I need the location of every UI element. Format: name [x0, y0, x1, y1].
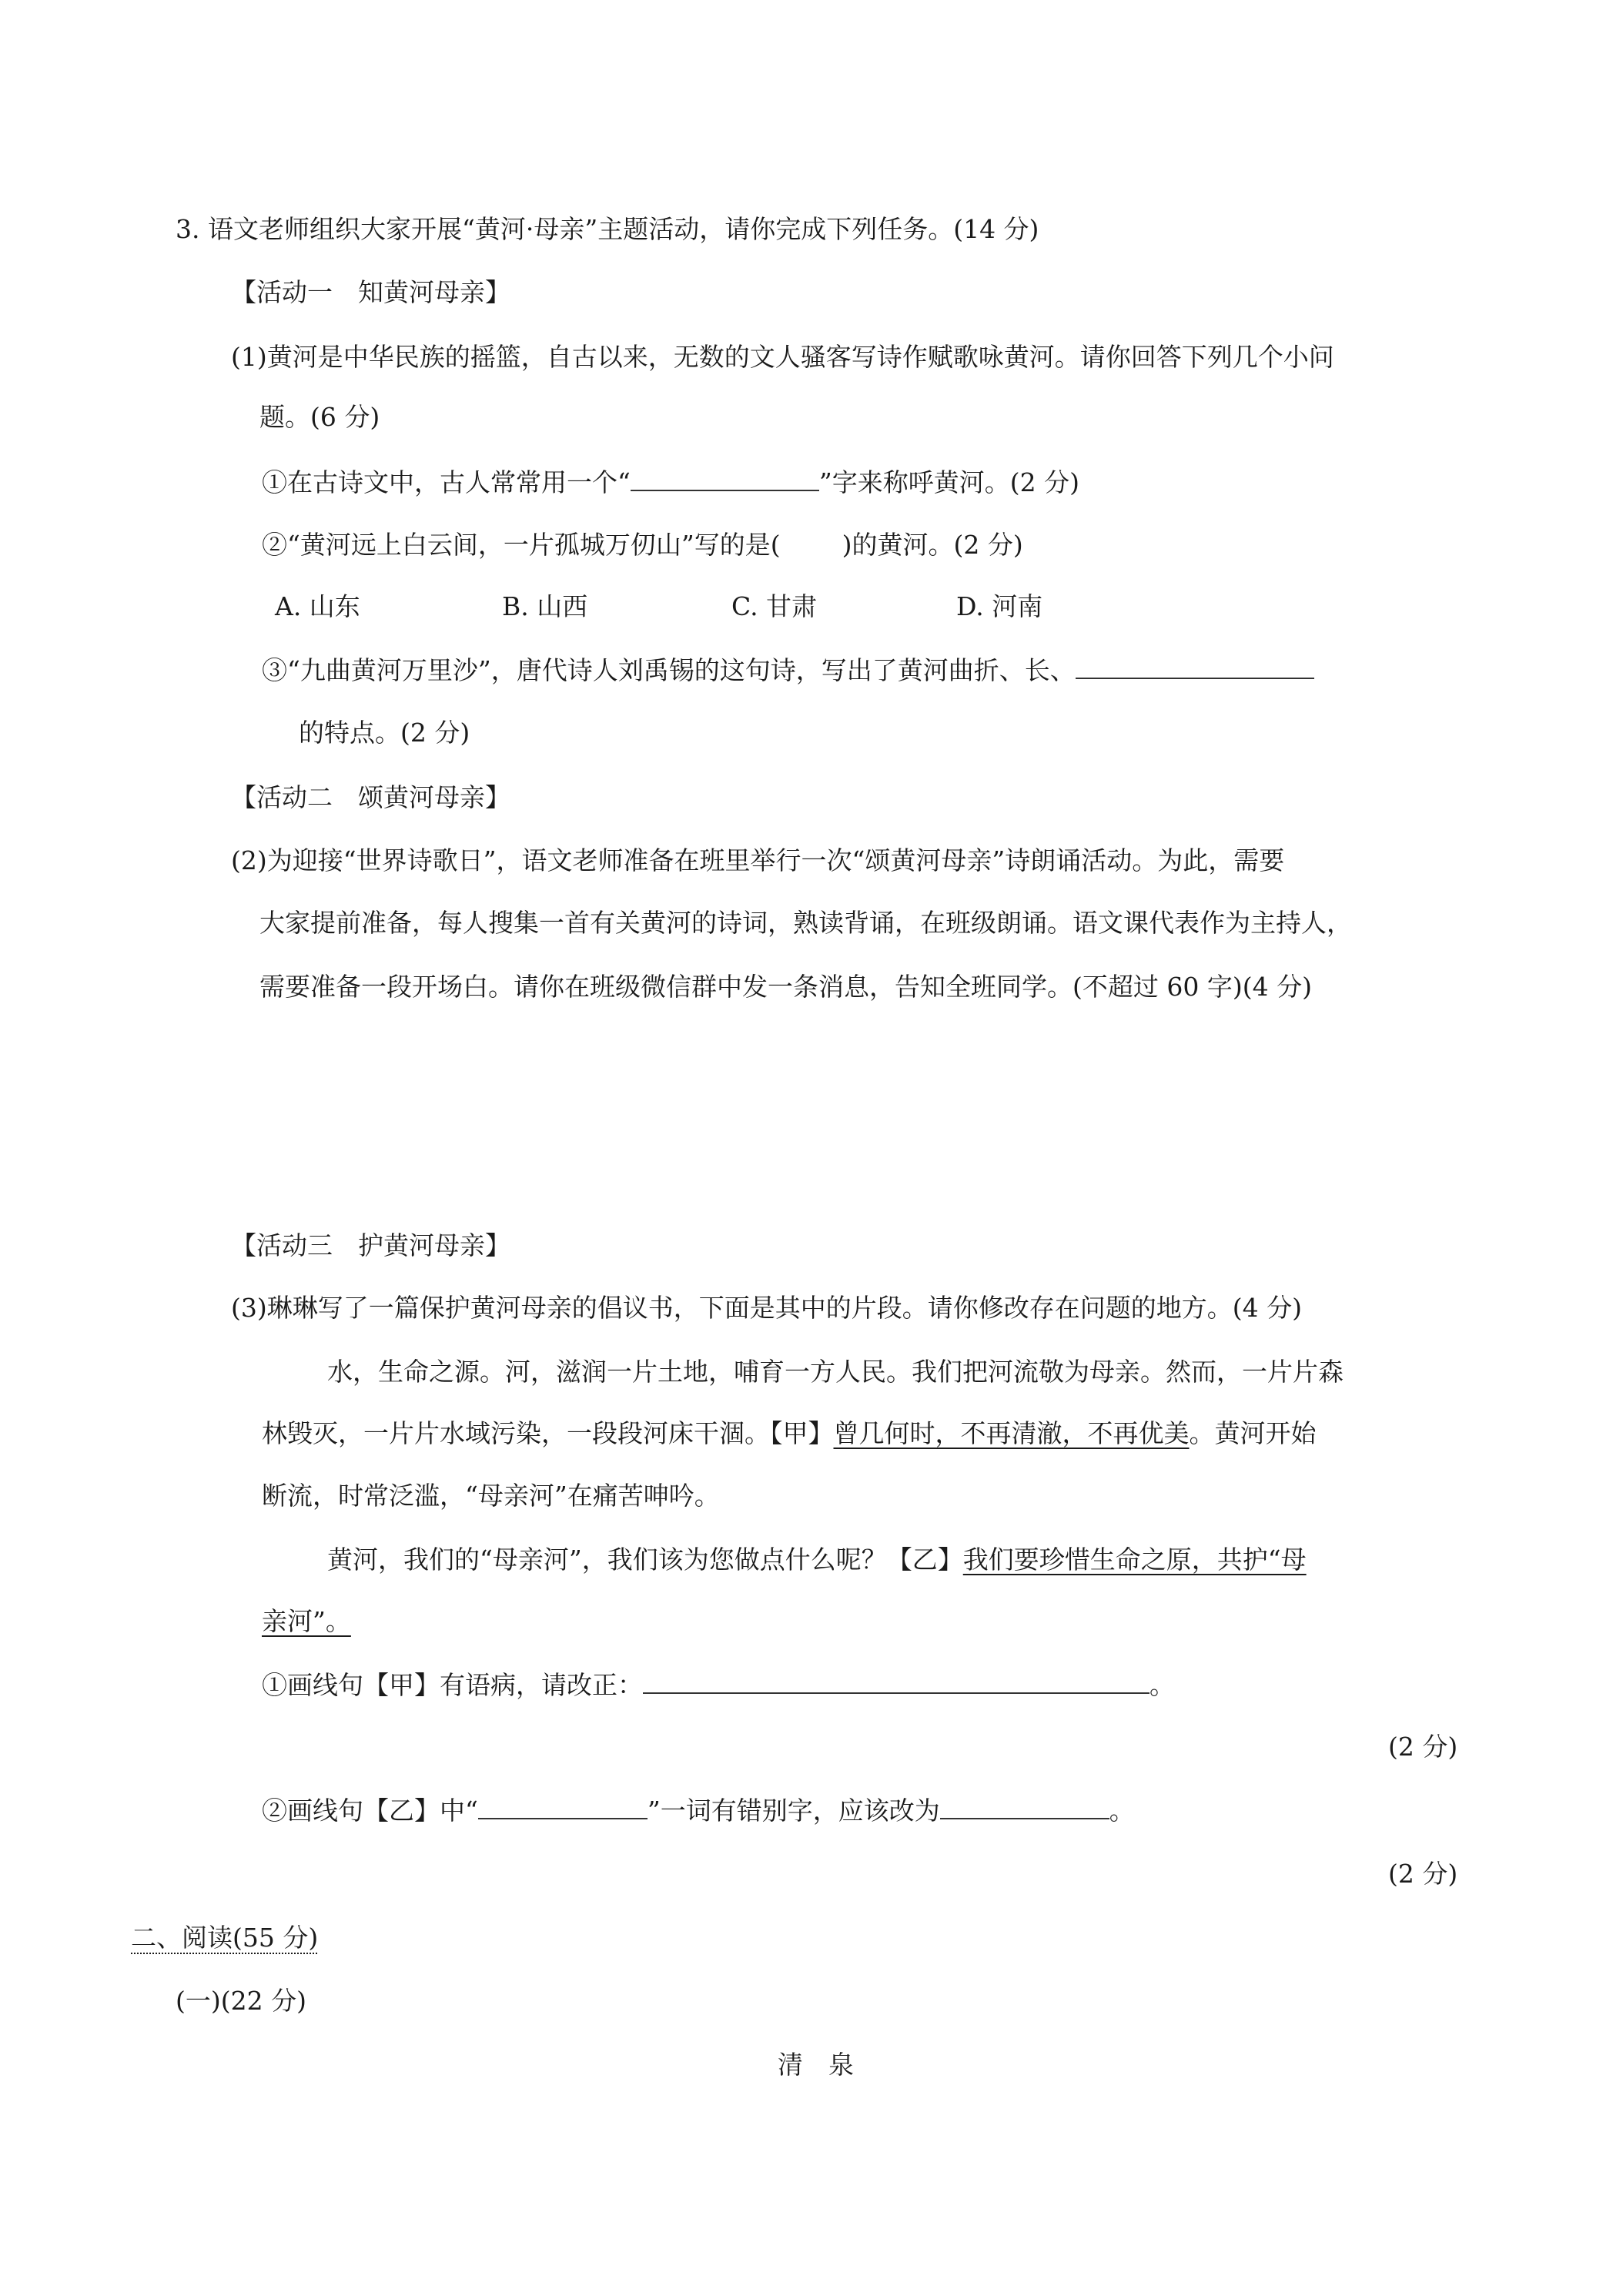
- underlined-sentence-jia: 曾几何时，不再清澈，不再优美: [833, 1418, 1190, 1448]
- revision-question-a: ①画线句【甲】有语病，请改正： 。: [262, 1670, 1175, 1700]
- passage-para-1-line-2: 林毁灭，一片片水域污染，一段段河床干涸。【甲】曾几何时，不再清澈，不再优美。黄河开始: [262, 1418, 1317, 1448]
- option-a: A. 山东: [275, 591, 360, 621]
- part-three-line-1: (3)琳琳写了一篇保护黄河母亲的倡议书，下面是其中的片段。请你修改存在问题的地方。(4 分): [231, 1293, 1302, 1323]
- score-b: (2 分): [1388, 1859, 1458, 1889]
- revision-question-b: ②画线句【乙】中“ ”一词有错别字，应该改为 。: [262, 1796, 1135, 1826]
- sub-question-3: ③“九曲黄河万里沙”，唐代诗人刘禹锡的这句诗，写出了黄河曲折、长、: [262, 652, 1314, 689]
- answer-blank[interactable]: [478, 1795, 648, 1819]
- part-one-line-2: 题。(6 分): [259, 402, 380, 432]
- answer-blank[interactable]: [940, 1795, 1109, 1819]
- passage-para-2-line-1: 黄河，我们的“母亲河”，我们该为您做点什么呢？【乙】我们要珍惜生命之原，共护“母: [327, 1545, 1307, 1575]
- part-two-line-2: 大家提前准备，每人搜集一首有关黄河的诗词，熟读背诵，在班级朗诵。语文课代表作为主持人，: [259, 908, 1352, 938]
- answer-blank[interactable]: [631, 467, 819, 491]
- activity-two-title: 【活动二 颂黄河母亲】: [231, 782, 510, 812]
- answer-blank[interactable]: [643, 1669, 1149, 1694]
- option-b: B. 山西: [502, 591, 588, 621]
- question-header: 3. 语文老师组织大家开展“黄河·母亲”主题活动，请你完成下列任务。(14 分): [176, 214, 1039, 244]
- option-c: C. 甘肃: [731, 591, 818, 621]
- part-two-line-1: (2)为迎接“世界诗歌日”，语文老师准备在班里举行一次“颂黄河母亲”诗朗诵活动。为此，需要: [231, 845, 1285, 875]
- sub-question-3-line-2: 的特点。(2 分): [299, 718, 470, 748]
- section-two-subtitle: (一)(22 分): [176, 1986, 306, 2016]
- sub-question-2: ②“黄河远上白云间，一片孤城万仞山”写的是( )的黄河。(2 分): [262, 530, 1023, 560]
- activity-three-title: 【活动三 护黄河母亲】: [231, 1230, 510, 1260]
- section-two-title: 二、阅读(55 分): [131, 1923, 319, 1953]
- part-two-line-3: 需要准备一段开场白。请你在班级微信群中发一条消息，告知全班同学。(不超过 60 字)(4 分): [259, 972, 1312, 1002]
- option-d: D. 河南: [956, 591, 1043, 621]
- score-a: (2 分): [1388, 1732, 1458, 1762]
- passage-para-1-line-3: 断流，时常泛滥，“母亲河”在痛苦呻吟。: [262, 1481, 720, 1511]
- part-one-line-1: (1)黄河是中华民族的摇篮，自古以来，无数的文人骚客写诗作赋歌咏黄河。请你回答下列几个小问: [231, 342, 1334, 372]
- sub-question-1: ①在古诗文中，古人常常用一个“ ”字来称呼黄河。(2 分): [262, 467, 1079, 497]
- underlined-sentence-yi: 我们要珍惜生命之原，共护“母: [962, 1545, 1307, 1575]
- activity-one-title: 【活动一 知黄河母亲】: [231, 277, 510, 307]
- answer-blank[interactable]: [1076, 654, 1314, 679]
- passage-para-2-line-2: [262, 1603, 351, 1640]
- underlined-sentence-yi-cont: 亲河”。: [262, 1606, 351, 1636]
- passage-para-1-line-1: 水，生命之源。河，滋润一片土地，哺育一方人民。我们把河流敬为母亲。然而，一片片森: [327, 1357, 1344, 1387]
- article-title: 清 泉: [778, 2050, 854, 2080]
